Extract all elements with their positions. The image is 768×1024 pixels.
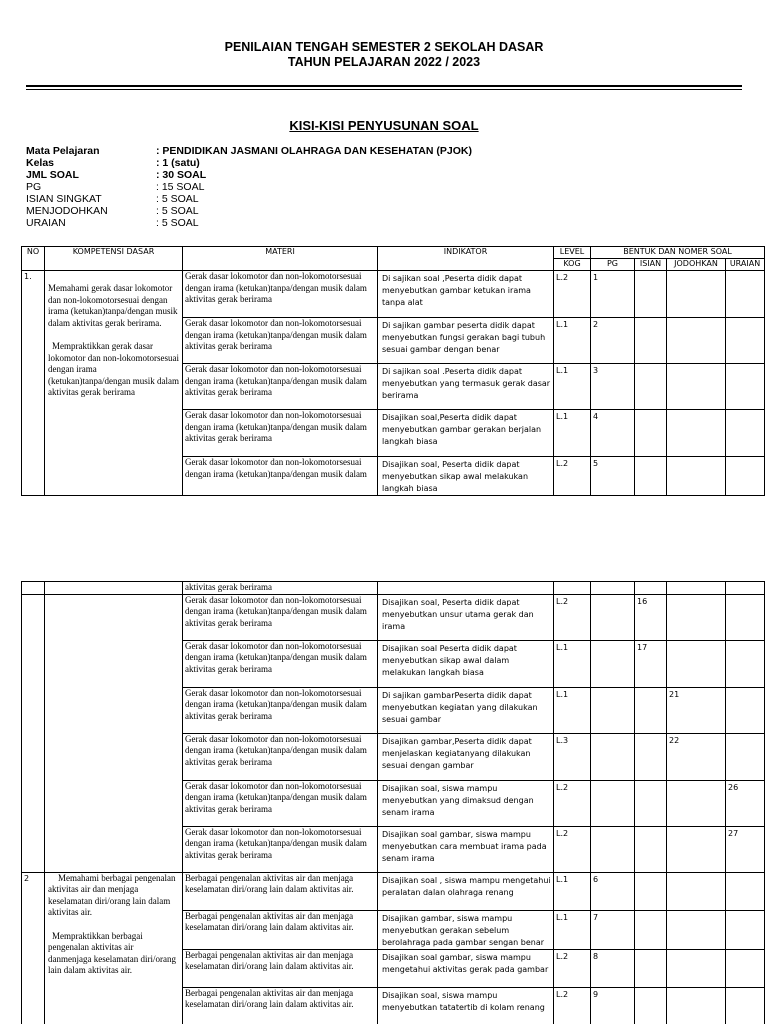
header-pg: PG xyxy=(591,259,635,271)
header-materi: MATERI xyxy=(183,247,378,271)
jodohkan-number-cell: 22 xyxy=(667,733,726,780)
header-uraian: URAIAN xyxy=(726,259,765,271)
jodohkan-number-cell xyxy=(667,457,726,496)
jodohkan-number-cell xyxy=(667,987,726,1024)
isian-number-cell xyxy=(635,949,667,987)
document-subtitle: KISI-KISI PENYUSUNAN SOAL xyxy=(289,118,479,133)
exam-info-label: PG xyxy=(26,181,42,193)
pg-number-cell: 8 xyxy=(591,949,635,987)
jodohkan-number-cell xyxy=(667,780,726,826)
indikator-cell: Disajikan soal , siswa mampu mengetahui peralatan dalan olahraga renang xyxy=(378,872,554,910)
indikator-cell: Disajikan gambar,Peserta didik dapat menjelaskan kegiatanyang dilakukan sesuai dengan gambar xyxy=(378,733,554,780)
jodohkan-number-cell xyxy=(667,640,726,687)
header-indikator: INDIKATOR xyxy=(378,247,554,271)
pg-number-cell xyxy=(591,733,635,780)
header-no: NO xyxy=(22,247,45,271)
row-number-cell: 1. xyxy=(22,271,45,496)
jodohkan-number-cell xyxy=(667,826,726,872)
level-kog-cell: L.1 xyxy=(554,640,591,687)
indikator-cell: Disajikan soal, siswa mampu menyebutkan yang dimaksud dengan senam irama xyxy=(378,780,554,826)
spacer xyxy=(48,919,179,931)
level-kog-cell: L.1 xyxy=(554,364,591,410)
pg-number-cell xyxy=(591,594,635,640)
materi-cell: Gerak dasar lokomotor dan non-lokomotorsesuai dengan irama (ketukan)tanpa/dengan musik dalam aktivitas gerak berirama xyxy=(183,780,378,826)
kompetensi-dasar-cell xyxy=(45,872,183,1024)
table-row-continued xyxy=(22,582,765,595)
uraian-number-cell: 26 xyxy=(726,780,765,826)
indikator-cell: Di sajikan gambar peserta didik dapat menyebutkan fungsi gerakan bagi tubuh sesuai gambar dengan benar xyxy=(378,318,554,364)
pg-number-cell xyxy=(591,826,635,872)
header-bentuk-soal: BENTUK DAN NOMER SOAL xyxy=(591,247,765,259)
isian-number-cell xyxy=(635,910,667,949)
level-kog-cell: L.2 xyxy=(554,594,591,640)
indikator-cell: Disajikan soal Peserta didik dapat menyebutkan sikap awal dalam melakukan langkah biasa xyxy=(378,640,554,687)
isian-number-cell xyxy=(635,318,667,364)
indikator-cell: Disajikan soal, siswa mampu menyebutkan tatatertib di kolam renang xyxy=(378,987,554,1024)
uraian-number-cell xyxy=(726,364,765,410)
exam-info xyxy=(26,145,472,229)
exam-info-row xyxy=(26,145,472,157)
level-kog-cell: L.1 xyxy=(554,687,591,733)
isian-number-cell xyxy=(635,687,667,733)
exam-info-value: : 5 SOAL xyxy=(156,205,199,217)
exam-info-value: : 30 SOAL xyxy=(156,169,207,181)
jodohkan-number-cell xyxy=(667,271,726,318)
exam-info-label: Kelas xyxy=(26,157,55,169)
exam-info-row xyxy=(26,205,472,217)
jodohkan-number-cell xyxy=(667,364,726,410)
row-number-cell xyxy=(22,594,45,872)
empty-cell xyxy=(591,582,635,595)
row-number-cell: 2 xyxy=(22,872,45,1024)
isian-number-cell xyxy=(635,733,667,780)
uraian-number-cell xyxy=(726,987,765,1024)
kompetensi-dasar-cell xyxy=(45,594,183,872)
materi-cell: Gerak dasar lokomotor dan non-lokomotorsesuai dengan irama (ketukan)tanpa/dengan musik dalam aktivitas gerak berirama xyxy=(183,364,378,410)
jodohkan-number-cell xyxy=(667,594,726,640)
table-row xyxy=(22,872,765,910)
pg-number-cell: 6 xyxy=(591,872,635,910)
uraian-number-cell xyxy=(726,872,765,910)
indikator-cell: Disajikan soal, Peserta didik dapat menyebutkan sikap awal melakukan langkah biasa xyxy=(378,457,554,496)
uraian-number-cell xyxy=(726,733,765,780)
jodohkan-number-cell xyxy=(667,910,726,949)
uraian-number-cell xyxy=(726,410,765,457)
uraian-number-cell xyxy=(726,271,765,318)
isian-number-cell xyxy=(635,364,667,410)
isian-number-cell xyxy=(635,780,667,826)
header-kompetensi-dasar: KOMPETENSI DASAR xyxy=(45,247,183,271)
empty-cell xyxy=(378,582,554,595)
pg-number-cell: 3 xyxy=(591,364,635,410)
materi-cell: Gerak dasar lokomotor dan non-lokomotorsesuai dengan irama (ketukan)tanpa/dengan musik dalam aktivitas gerak berirama xyxy=(183,410,378,457)
isian-number-cell: 17 xyxy=(635,640,667,687)
jodohkan-number-cell xyxy=(667,318,726,364)
pg-number-cell xyxy=(591,640,635,687)
uraian-number-cell xyxy=(726,318,765,364)
table-row xyxy=(22,271,765,318)
level-kog-cell: L.1 xyxy=(554,318,591,364)
indikator-cell: Di sajikan gambarPeserta didik dapat menyebutkan kegiatan yang dilakukan sesuai gambar xyxy=(378,687,554,733)
isian-number-cell xyxy=(635,872,667,910)
exam-info-value: : 1 (satu) xyxy=(156,157,200,169)
materi-cell: Berbagai pengenalan aktivitas air dan menjaga keselamatan diri/orang lain dalam aktivitas air. xyxy=(183,949,378,987)
jodohkan-number-cell xyxy=(667,872,726,910)
pg-number-cell: 5 xyxy=(591,457,635,496)
uraian-number-cell: 27 xyxy=(726,826,765,872)
table-row xyxy=(22,594,765,640)
exam-info-label: JML SOAL xyxy=(26,169,79,181)
indikator-cell: Disajikan soal,Peserta didik dapat menyebutkan gambar gerakan berjalan langkah biasa xyxy=(378,410,554,457)
indikator-cell: Di sajikan soal ,Peserta didik dapat menyebutkan gambar ketukan irama tanpa alat xyxy=(378,271,554,318)
uraian-number-cell xyxy=(726,910,765,949)
exam-info-label: URAIAN xyxy=(26,217,66,229)
exam-info-value: : 5 SOAL xyxy=(156,193,199,205)
pg-number-cell: 4 xyxy=(591,410,635,457)
isian-number-cell xyxy=(635,410,667,457)
jodohkan-number-cell xyxy=(667,949,726,987)
level-kog-cell: L.2 xyxy=(554,780,591,826)
uraian-number-cell xyxy=(726,687,765,733)
materi-cell: Gerak dasar lokomotor dan non-lokomotorsesuai dengan irama (ketukan)tanpa/dengan musik dalam aktivitas gerak berirama xyxy=(183,687,378,733)
exam-info-value: : 5 SOAL xyxy=(156,217,199,229)
pg-number-cell xyxy=(591,780,635,826)
materi-cell: Berbagai pengenalan aktivitas air dan menjaga keselamatan diri/orang lain dalam aktivitas air. xyxy=(183,910,378,949)
jodohkan-number-cell xyxy=(667,410,726,457)
materi-cell: Gerak dasar lokomotor dan non-lokomotorsesuai dengan irama (ketukan)tanpa/dengan musik dalam aktivitas gerak berirama xyxy=(183,733,378,780)
indikator-cell: Disajikan soal, Peserta didik dapat menyebutkan unsur utama gerak dan irama xyxy=(378,594,554,640)
uraian-number-cell xyxy=(726,594,765,640)
level-kog-cell: L.2 xyxy=(554,949,591,987)
kompetensi-dasar-text: Memahami berbagai pengenalan aktivitas air dan menjaga keselamatan diri/orang lain dalam aktivitas air. xyxy=(48,872,176,917)
exam-info-value: : 15 SOAL xyxy=(156,181,205,193)
exam-info-label: MENJODOHKAN xyxy=(26,205,108,217)
uraian-number-cell xyxy=(726,457,765,496)
empty-cell xyxy=(554,582,591,595)
indikator-cell: Di sajikan soal .Peserta didik dapat menyebutkan yang termasuk gerak dasar berirama xyxy=(378,364,554,410)
exam-info-value: : PENDIDIKAN JASMANI OLAHRAGA DAN KESEHATAN (PJOK) xyxy=(156,145,472,157)
kompetensi-dasar-cell xyxy=(45,582,183,595)
materi-cell: Gerak dasar lokomotor dan non-lokomotorsesuai dengan irama (ketukan)tanpa/dengan musik dalam aktivitas gerak berirama xyxy=(183,640,378,687)
uraian-number-cell xyxy=(726,949,765,987)
materi-cell: Gerak dasar lokomotor dan non-lokomotorsesuai dengan irama (ketukan)tanpa/dengan musik dalam aktivitas gerak berirama xyxy=(183,271,378,318)
exam-info-row xyxy=(26,193,472,205)
exam-info-row xyxy=(26,181,472,193)
pg-number-cell: 7 xyxy=(591,910,635,949)
exam-info-row xyxy=(26,217,472,229)
materi-cell: Gerak dasar lokomotor dan non-lokomotorsesuai dengan irama (ketukan)tanpa/dengan musik dalam aktivitas gerak berirama xyxy=(183,318,378,364)
empty-cell xyxy=(667,582,726,595)
materi-cell: Berbagai pengenalan aktivitas air dan menjaga keselamatan diri/orang lain dalam aktivitas air. xyxy=(183,872,378,910)
isian-number-cell xyxy=(635,271,667,318)
level-kog-cell: L.3 xyxy=(554,733,591,780)
level-kog-cell: L.2 xyxy=(554,826,591,872)
kisi-table-page-1 xyxy=(21,246,765,496)
level-kog-cell: L.1 xyxy=(554,910,591,949)
pg-number-cell: 9 xyxy=(591,987,635,1024)
level-kog-cell: L.2 xyxy=(554,271,591,318)
header-rule-thin xyxy=(26,89,742,90)
isian-number-cell xyxy=(635,826,667,872)
indikator-cell: Disajikan gambar, siswa mampu menyebutkan gerakan sebelum berolahraga pada gambar sengan benar xyxy=(378,910,554,949)
exam-info-label: Mata Pelajaran xyxy=(26,145,100,157)
exam-info-label: ISIAN SINGKAT xyxy=(26,193,102,205)
pg-number-cell: 2 xyxy=(591,318,635,364)
kompetensi-dasar-text: Memahami gerak dasar lokomotor dan non-lokomotorsesuai dengan irama (ketukan)tanpa/dengan musik dalam aktivitas gerak berirama. xyxy=(48,283,178,328)
empty-cell xyxy=(635,582,667,595)
isian-number-cell xyxy=(635,457,667,496)
jodohkan-number-cell: 21 xyxy=(667,687,726,733)
level-kog-cell: L.2 xyxy=(554,987,591,1024)
materi-cell: aktivitas gerak berirama xyxy=(183,582,378,595)
empty-cell xyxy=(726,582,765,595)
pg-number-cell: 1 xyxy=(591,271,635,318)
spacer xyxy=(48,271,179,283)
materi-cell: Gerak dasar lokomotor dan non-lokomotorsesuai dengan irama (ketukan)tanpa/dengan musik dalam aktivitas gerak berirama xyxy=(183,826,378,872)
pg-number-cell xyxy=(591,687,635,733)
document-year: TAHUN PELAJARAN 2022 / 2023 xyxy=(287,55,481,69)
level-kog-cell: L.2 xyxy=(554,457,591,496)
exam-info-row xyxy=(26,157,472,169)
materi-cell: Berbagai pengenalan aktivitas air dan menjaga keselamatan diri/orang lain dalam aktivitas air. xyxy=(183,987,378,1024)
isian-number-cell xyxy=(635,987,667,1024)
indikator-cell: Disajikan soal gambar, siswa mampu mengetahui aktivitas gerak pada gambar xyxy=(378,949,554,987)
materi-cell: Gerak dasar lokomotor dan non-lokomotorsesuai dengan irama (ketukan)tanpa/dengan musik dalam aktivitas gerak berirama xyxy=(183,594,378,640)
header-jodohkan: JODOHKAN xyxy=(667,259,726,271)
isian-number-cell: 16 xyxy=(635,594,667,640)
indikator-cell: Disajikan soal gambar, siswa mampu menyebutkan cara membuat irama pada senam irama xyxy=(378,826,554,872)
document-title: PENILAIAN TENGAH SEMESTER 2 SEKOLAH DASAR xyxy=(224,40,544,54)
header-level: LEVEL xyxy=(554,247,591,259)
exam-info-row xyxy=(26,169,472,181)
row-number-cell xyxy=(22,582,45,595)
level-kog-cell: L.1 xyxy=(554,872,591,910)
header-rule-thick xyxy=(26,85,742,87)
kompetensi-dasar-text: Mempraktikkan gerak dasar lokomotor dan non-lokomotorsesuai dengan irama (ketukan)tanpa/dengan musik dalam aktivitas gerak berirama xyxy=(48,341,179,397)
kompetensi-dasar-cell xyxy=(45,271,183,496)
uraian-number-cell xyxy=(726,640,765,687)
kompetensi-dasar-text: Mempraktikkan berbagai pengenalan aktivitas air danmenjaga keselamatan diri/orang lain dalam aktivitas air. xyxy=(48,930,176,975)
level-kog-cell: L.1 xyxy=(554,410,591,457)
spacer xyxy=(48,329,179,341)
header-isian: ISIAN xyxy=(635,259,667,271)
header-kog: KOG xyxy=(554,259,591,271)
kisi-table-page-2 xyxy=(21,581,765,1024)
materi-cell: Gerak dasar lokomotor dan non-lokomotorsesuai dengan irama (ketukan)tanpa/dengan musik dalam xyxy=(183,457,378,496)
